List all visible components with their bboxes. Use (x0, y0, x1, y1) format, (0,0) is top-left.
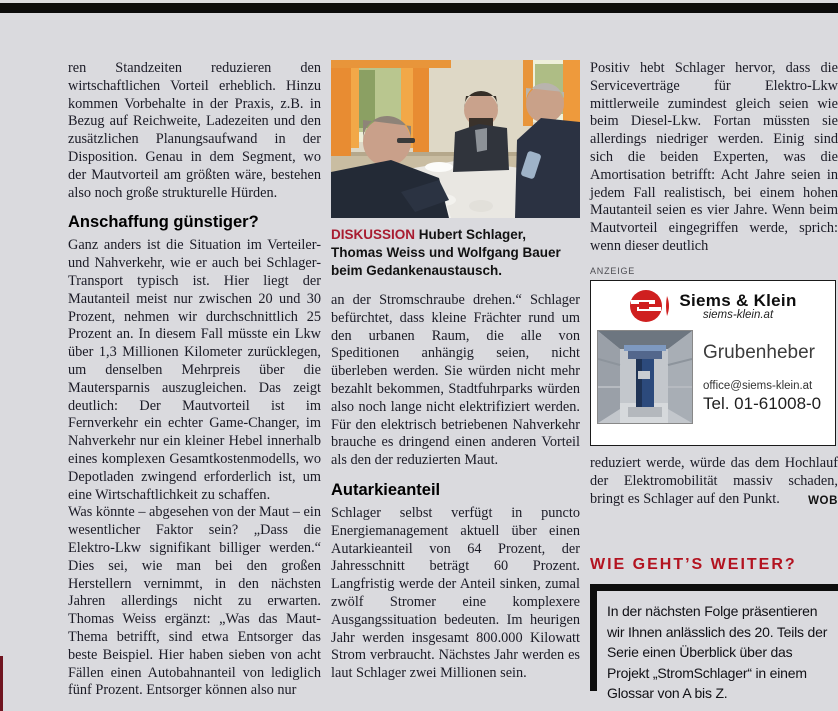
paragraph: Was könnte – abgesehen von der Maut – ein wesentlicher Faktor sein? „Dass die Elektro-Lkw signifikant billiger werden.“ Dies sei, wie man bei den großen Herstellern vernimmt, in den nächsten Jahren allerdings nicht zu erwarten. Thomas Weiss ergänzt: „Was das Maut-Thema betrifft, sind etwa Entsorger das beste Beispiel. Hier haben sieben von acht Fällen einen Autobahnanteil von lediglich fünf Prozent. Entsorger können also nur (68, 504, 321, 699)
siems-klein-logo-icon (629, 288, 673, 324)
paragraph: Ganz anders ist die Situation im Verteiler- und Nahverkehr, wie er auch bei Schlager-Transport typisch ist. Hier liegt der Mautanteil meist nur zwischen 20 und 30 Prozent, nehmen wir durchschnittlich 25 Prozent an. In diesem Fall müsste ein Lkw über 1,3 Millionen Kilometer zurücklegen, um denselben Mehrpreis über die Mautersparnis auszugleichen. Das zeigt deutlich: Der Mautvorteil ist im Fernverkehr ein echter Game-Changer, im Nahverkehr nur ein kleiner Hebel innerhalb eines komplexen Gesamtkostenmodells, wo Depotladen zwingend erforderlich ist, um eine Wirtschaftlichkeit zu schaffen. (68, 237, 321, 503)
closing-text: reduziert werde, würde das dem Hochlauf der Elektromobilität massiv schaden, bringt es Schlager auf den Punkt. (590, 455, 838, 507)
caption-text: Hubert Schlager, Thomas Weiss und Wolfgang Bauer beim Gedankenaustausch. (331, 227, 561, 278)
column-2 (331, 60, 580, 683)
ad-phone: Tel. 01-61008-0 (703, 394, 822, 413)
ad-email: office@siems-klein.at (703, 380, 813, 392)
paragraph: Schlager selbst verfügt in puncto Energiemanagement aktuell über einen Autarkieanteil von 64 Prozent, der Jahresschnitt beträgt 60 Prozent. Langfristig werde der Anteil sinken, zumal zwölf Stromer eine komplexere Ausgangssituation bedeuten. Im heurigen Jahr werden insgesamt 800.000 Kilowatt Strom verbraucht. Nächstes Jahr werden es laut Schlager zwei Millionen sein. (331, 504, 580, 682)
ad-photo (597, 330, 693, 424)
next-section-heading: WIE GEHT’S WEITER? (590, 556, 797, 573)
ad-website: siems-klein.at (702, 308, 774, 321)
column-3-closing (590, 455, 838, 510)
paragraph (590, 455, 838, 508)
column-3 (590, 60, 838, 256)
next-section-box (590, 584, 838, 704)
caption-label: DISKUSSION (331, 227, 416, 242)
ad-brand: Siems & Klein (679, 290, 797, 310)
article-byline: WOB (808, 494, 838, 507)
top-edge-bar (0, 3, 838, 13)
paragraph: Positiv hebt Schlager hervor, dass die Serviceverträge für Elektro-Lkw mittlerweile zumindest gleich seien wie beim Diesel-Lkw. Fortan müssten sie allerdings niedriger werden. Einig sind sich die beiden Experten, was die Amortisation betrifft: Acht Jahre seien in jedem Fall realistisch, bei einem hohen Mautanteil seien es vier Jahre. Wenn beim Mautvorteil eingegriffen werde, sprich: wenn dieser deutlich (590, 60, 838, 254)
section-heading: Anschaffung günstiger? (68, 213, 259, 232)
ad-box (590, 280, 836, 446)
next-box-left-bar (590, 591, 597, 691)
ad-product: Grubenheber (703, 342, 815, 363)
next-box-text: In der nächsten Folge präsentieren wir Ihnen anlässlich des 20. Teils der Serie einen Überblick über das Projekt „StromSchlager“ in einem Glossar von A bis Z. (607, 603, 828, 701)
column-1 (68, 60, 321, 700)
paragraph: ren Standzeiten reduzieren den wirtschaftlichen Vorteil erheblich. Hinzu kommen Vorbehalte in der Praxis, z.B. in Bezug auf Reichweite, Ladezeiten und den zusätzlichen Planungsaufwand in der Disposition. Genau in dem Segment, wo der Mautvorteil am größten wäre, bestehen also noch große strukturelle Hürden. (68, 60, 321, 201)
discussion-photo (331, 60, 580, 218)
next-box-top-bar (590, 584, 838, 591)
left-edge-mark (0, 656, 3, 711)
section-heading: Autarkieanteil (331, 480, 441, 499)
paragraph: an der Stromschraube drehen.“ Schlager befürchtet, dass kleine Frächter rund um den urbanen Raum, die alle von Speditionen anhängig seien, nicht überleben werden. Sie würden nicht mehr bezahlt bekommen, Stadtfuhrparks würden also noch lange nicht elektrifiziert werden. Für den elektrisch betriebenen Nahverkehr brauche es dringend einen anderen Vorteil als den der reduzierten Maut. (331, 292, 580, 469)
photo-caption (331, 226, 580, 280)
ad-logo (591, 288, 835, 324)
anzeige-label: ANZEIGE (590, 266, 636, 276)
